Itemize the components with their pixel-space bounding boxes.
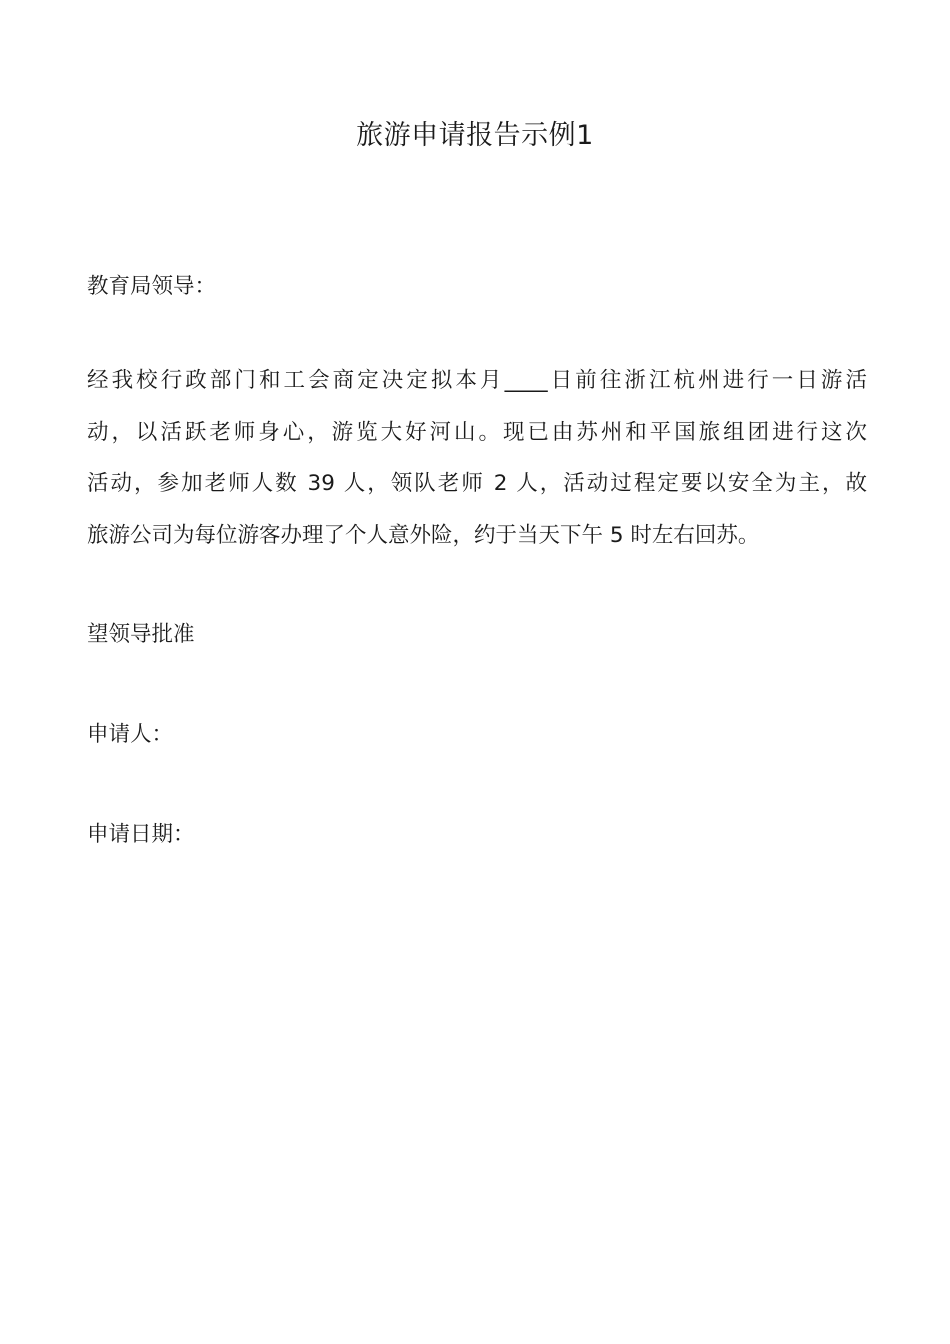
salutation: 教育局领导： bbox=[87, 274, 217, 299]
body-line: 活动，参加老师人数 39 人，领队老师 2 人，活动过程定要以安全为主，故 bbox=[87, 471, 867, 496]
body-line: 动，以活跃老师身心，游览大好河山。现已由苏州和平国旅组团进行这次 bbox=[87, 419, 867, 445]
body-line: 旅游公司为每位游客办理了个人意外险，约于当天下午 5 时左右回苏。 bbox=[87, 522, 760, 548]
application-date-label: 申请日期： bbox=[87, 822, 195, 847]
body-paragraph bbox=[87, 366, 867, 572]
document-title: 旅游申请报告示例1 bbox=[356, 120, 594, 151]
approval-request: 望领导批准 bbox=[87, 622, 195, 647]
body-line: 经我校行政部门和工会商定决定拟本月____日前往浙江杭州进行一日游活 bbox=[87, 368, 867, 393]
applicant-label: 申请人： bbox=[87, 722, 174, 747]
